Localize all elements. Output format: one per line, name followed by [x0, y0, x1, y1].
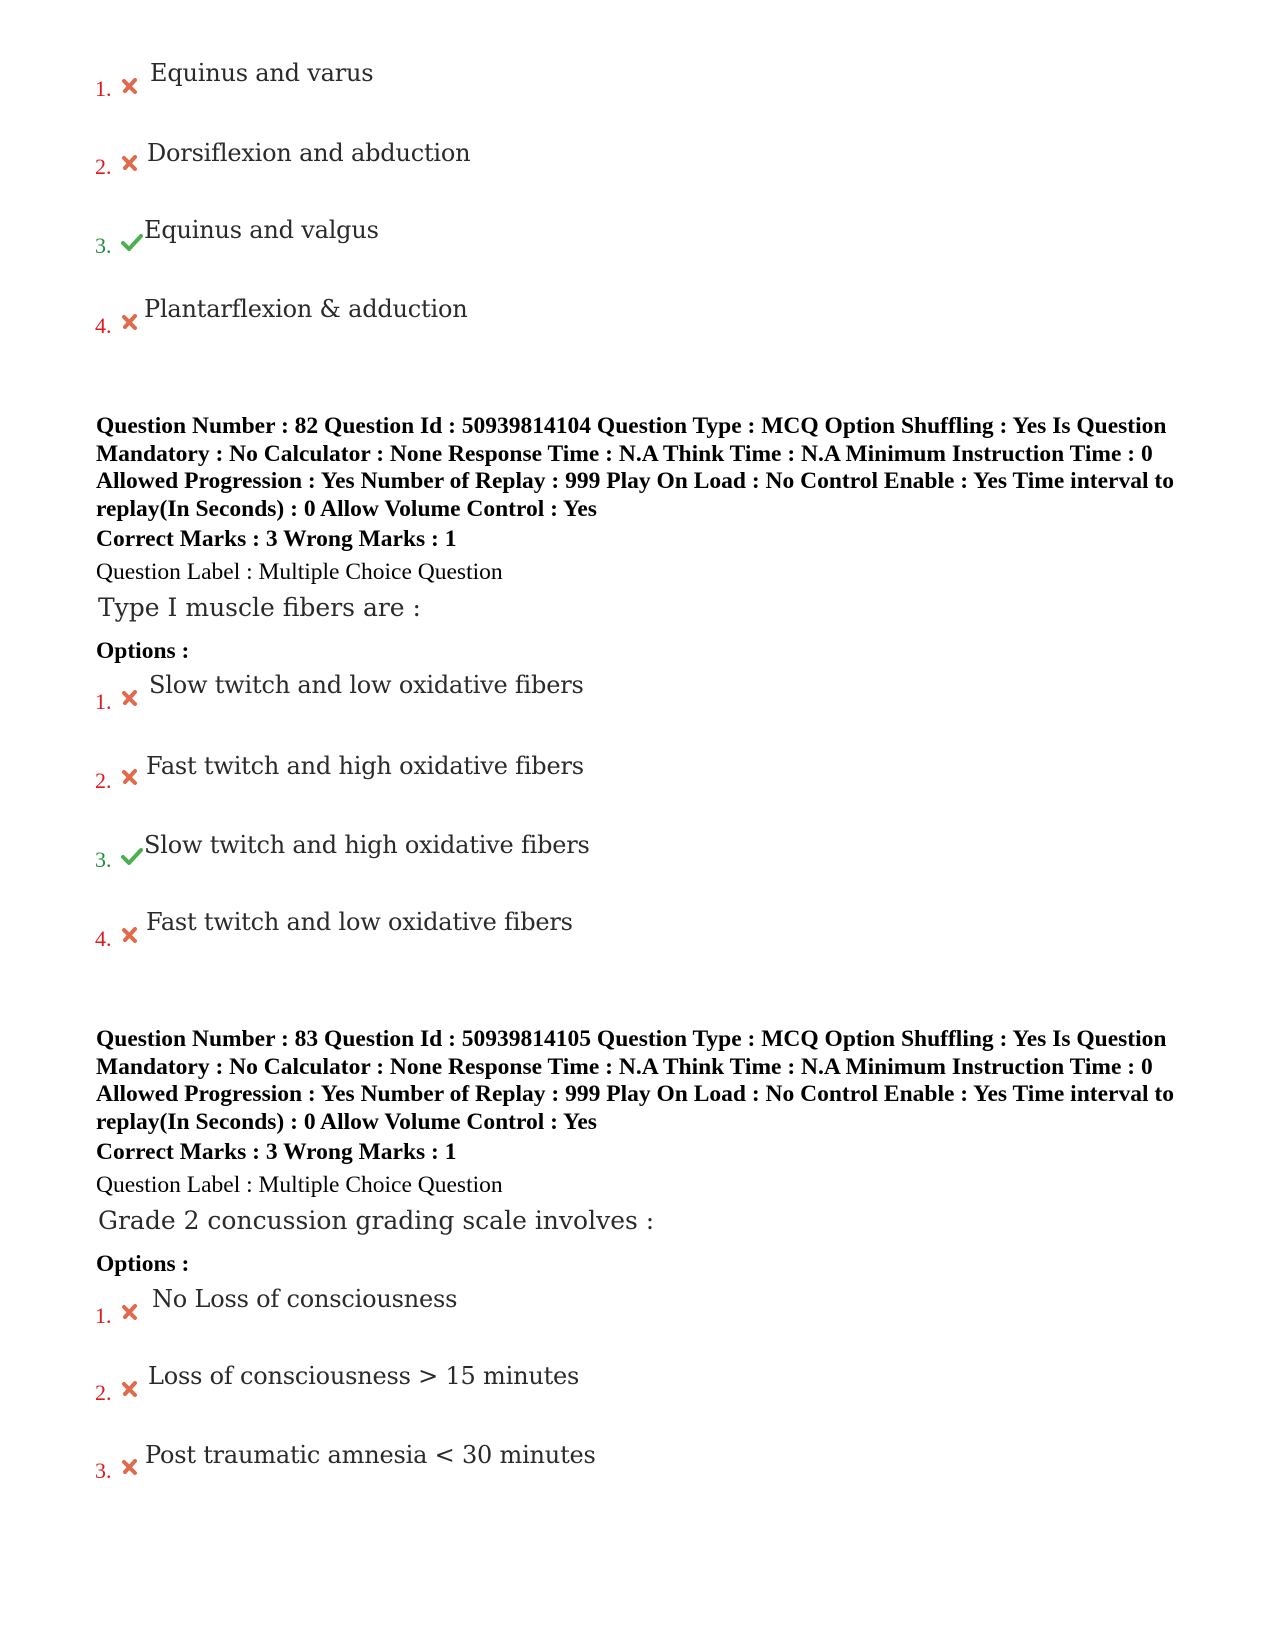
option-item [0, 908, 700, 951]
option-text: Slow twitch and high oxidative fibers [144, 831, 590, 859]
option-number: 2. [95, 1380, 112, 1405]
option-item [0, 752, 700, 795]
cross-icon [121, 313, 139, 331]
option-number: 4. [95, 313, 112, 338]
option-text: Slow twitch and low oxidative fibers [149, 671, 584, 699]
option-item [0, 295, 700, 338]
option-item [0, 139, 700, 182]
option-item [0, 1285, 700, 1328]
option-item [0, 216, 700, 260]
question-metadata: Question Number : 83 Question Id : 50939814105 Question Type : MCQ Option Shuffling : Yes Is Question Mandatory : No Calculator : None Response Time : N.A Think Time : N.A Minimum Instruction Time : 0 Allowed Progression : Yes Number of Replay : 999 Play On Load : No Control Enable : Yes Time interval to replay(In Seconds) : 0 Allow Volume Control : Yes [96, 1026, 1174, 1135]
question-marks: Correct Marks : 3 Wrong Marks : 1 [96, 526, 457, 552]
option-number: 1. [95, 76, 112, 101]
options-heading: Options : [96, 1251, 190, 1277]
option-number: 3. [95, 1458, 112, 1483]
option-item [0, 59, 700, 102]
cross-icon [121, 689, 139, 707]
question-text: Grade 2 concussion grading scale involves : [98, 1206, 655, 1235]
question-label-key: Question Label : [96, 1172, 259, 1198]
option-number: 3. [95, 233, 112, 258]
question-marks: Correct Marks : 3 Wrong Marks : 1 [96, 1139, 457, 1165]
option-text: Dorsiflexion and abduction [147, 139, 471, 167]
option-number: 4. [95, 926, 112, 951]
option-text: Equinus and valgus [144, 216, 379, 244]
option-item [0, 671, 700, 714]
cross-icon [121, 768, 139, 786]
option-text: No Loss of consciousness [152, 1285, 458, 1313]
check-icon [121, 847, 143, 865]
option-number: 2. [95, 154, 112, 179]
option-item [0, 1441, 700, 1484]
cross-icon [121, 77, 139, 95]
option-text: Loss of consciousness > 15 minutes [148, 1362, 580, 1390]
option-number: 2. [95, 768, 112, 793]
option-text: Equinus and varus [150, 59, 374, 87]
options-heading: Options : [96, 638, 190, 664]
question-text: Type I muscle fibers are : [98, 593, 421, 622]
question-label [96, 1172, 503, 1199]
option-item [0, 1362, 700, 1405]
cross-icon [121, 1380, 139, 1398]
option-number: 1. [95, 1303, 112, 1328]
option-text: Post traumatic amnesia < 30 minutes [145, 1441, 596, 1469]
option-number: 3. [95, 847, 112, 872]
cross-icon [121, 926, 139, 944]
question-label-value: Multiple Choice Question [258, 559, 503, 585]
option-number: 1. [95, 689, 112, 714]
question-label-key: Question Label : [96, 559, 259, 585]
question-metadata: Question Number : 82 Question Id : 50939814104 Question Type : MCQ Option Shuffling : Yes Is Question Mandatory : No Calculator : None Response Time : N.A Think Time : N.A Minimum Instruction Time : 0 Allowed Progression : Yes Number of Replay : 999 Play On Load : No Control Enable : Yes Time interval to replay(In Seconds) : 0 Allow Volume Control : Yes [96, 413, 1174, 522]
option-text: Fast twitch and high oxidative fibers [146, 752, 584, 780]
cross-icon [121, 154, 139, 172]
question-label [96, 559, 503, 586]
cross-icon [121, 1458, 139, 1476]
question-label-value: Multiple Choice Question [258, 1172, 503, 1198]
option-text: Fast twitch and low oxidative fibers [146, 908, 573, 936]
option-text: Plantarflexion & adduction [144, 295, 468, 323]
cross-icon [121, 1303, 139, 1321]
option-item [0, 831, 700, 874]
check-icon [121, 233, 143, 251]
